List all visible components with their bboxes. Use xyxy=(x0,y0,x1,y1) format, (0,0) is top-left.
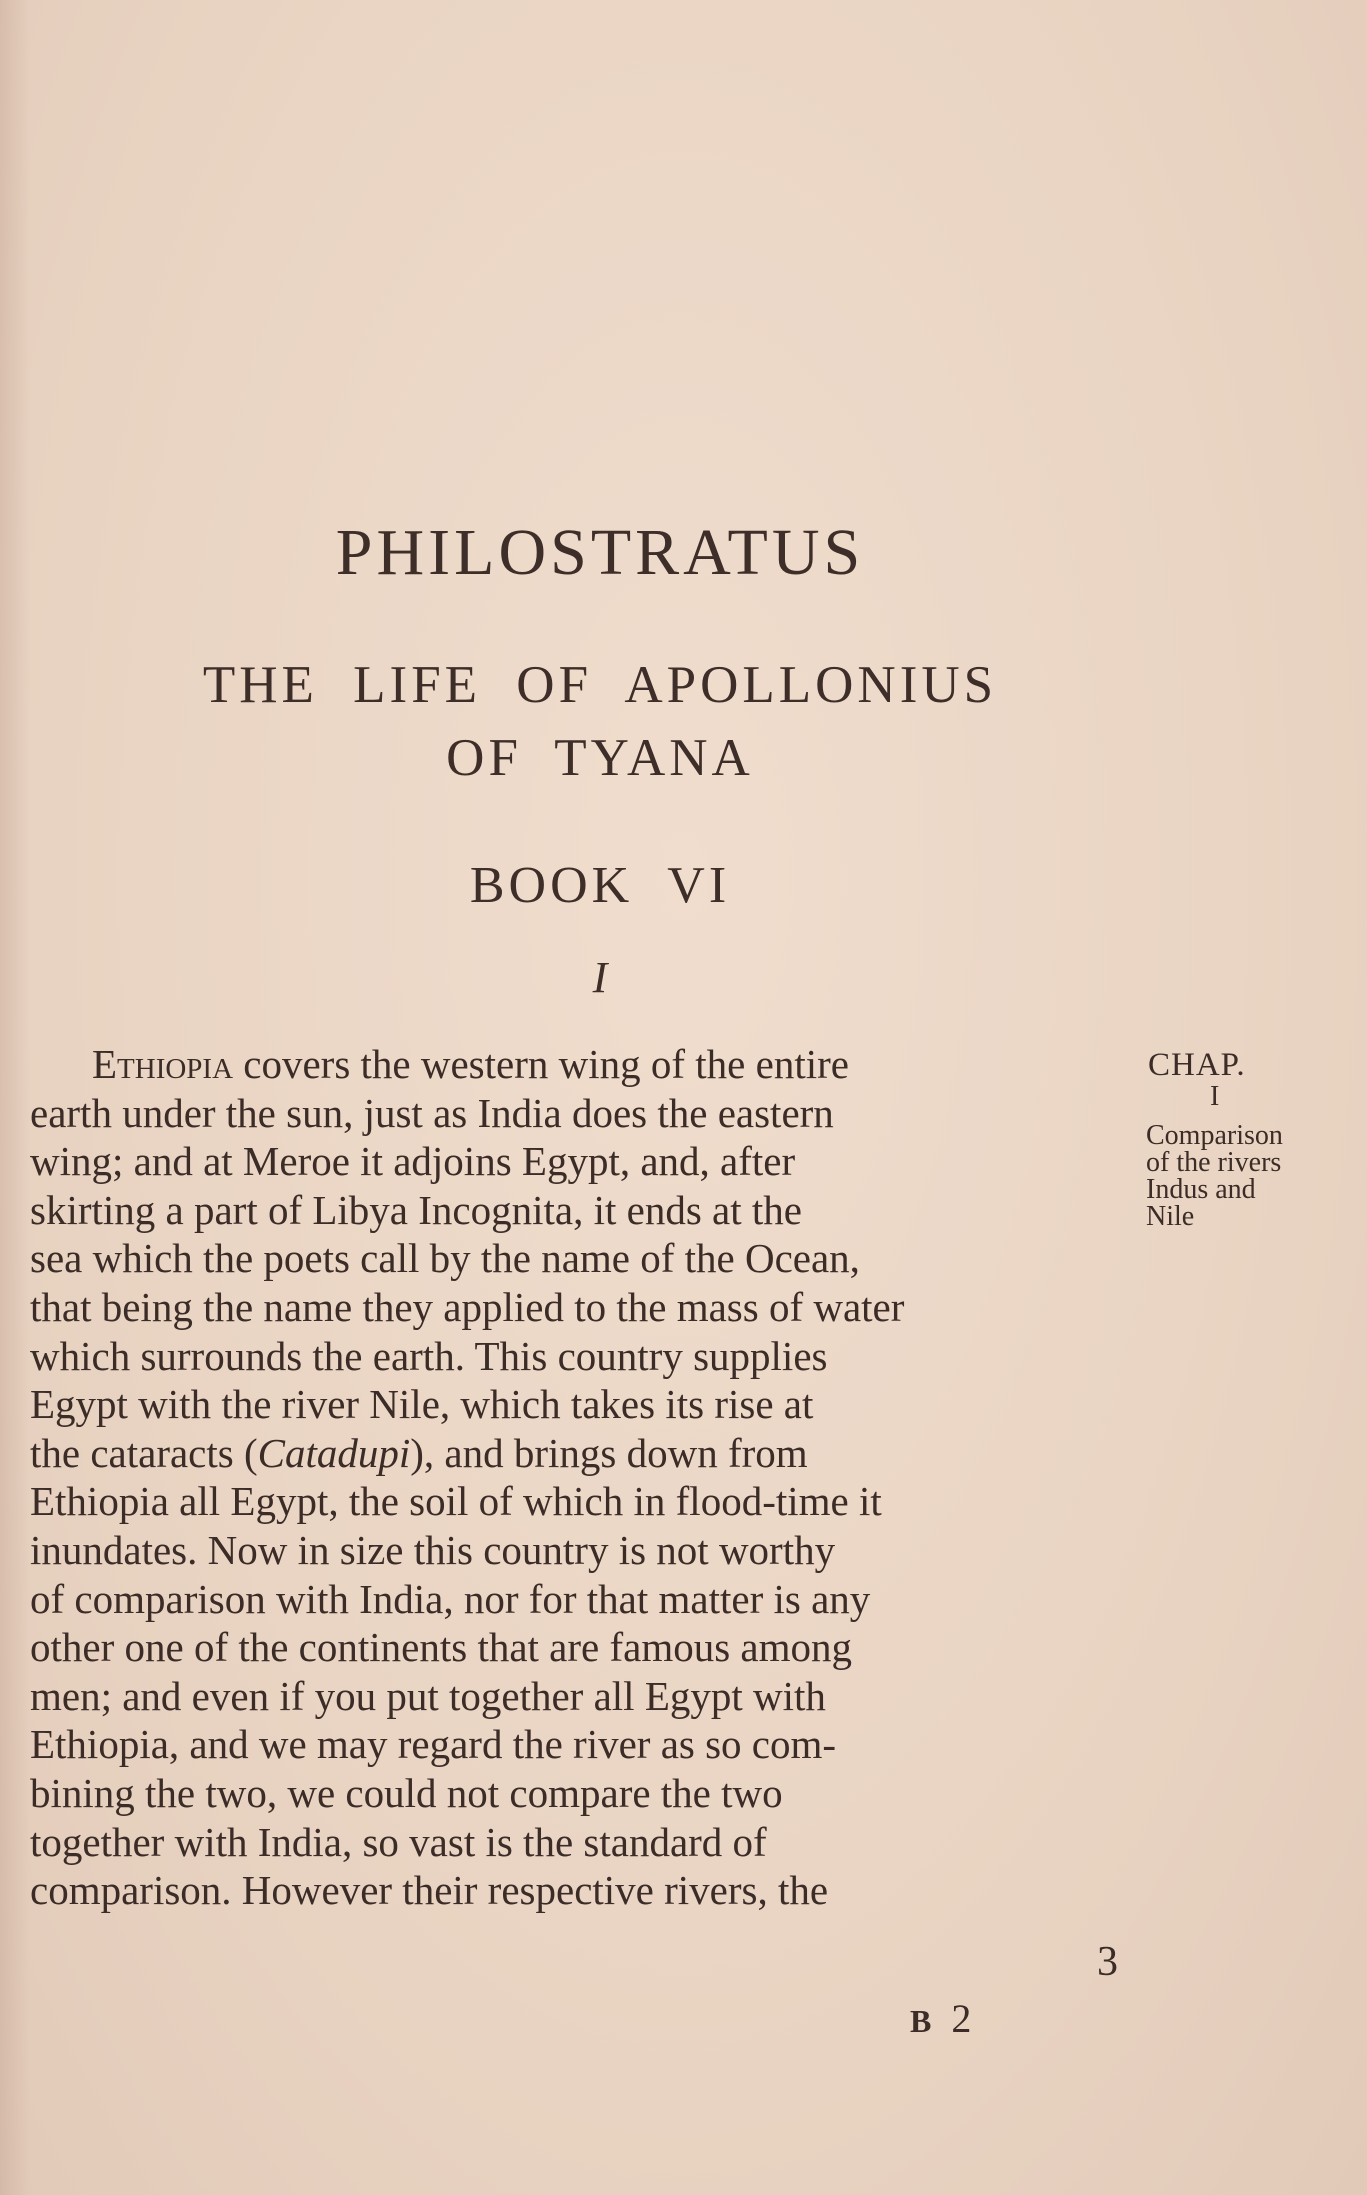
signature-number: 2 xyxy=(951,1996,972,2041)
text-line xyxy=(30,1575,1130,1624)
text-line xyxy=(30,1332,1130,1381)
text-line-content: which surrounds the earth. This country supplies xyxy=(30,1332,828,1379)
text-line xyxy=(30,1380,1130,1429)
text-line-content: skirting a part of Libya Incognita, it ends at the xyxy=(30,1186,802,1233)
chapter-number: I xyxy=(592,953,608,1002)
printer-signature xyxy=(910,1995,971,2042)
margin-chap-label: CHAP. xyxy=(1148,1047,1246,1083)
text-line-content: Ethiopia, and we may regard the river as so com- xyxy=(30,1721,837,1768)
italic-term: Catadupi xyxy=(257,1429,411,1476)
text-line-content: bining the two, we could not compare the two xyxy=(30,1769,783,1816)
title-line-1: THE LIFE OF APOLLONIUS xyxy=(202,656,998,714)
text-line xyxy=(30,1720,1130,1769)
text-line xyxy=(30,1526,1130,1575)
text-line-content: other one of the continents that are famous among xyxy=(30,1624,853,1671)
margin-note-line: of the rivers xyxy=(1146,1147,1282,1178)
text-line-content: covers the western wing of the entire xyxy=(233,1041,849,1087)
text-line-content: sea which the poets call by the name of the Ocean, xyxy=(30,1235,860,1282)
text-line xyxy=(30,1089,1130,1138)
text-line xyxy=(30,1186,1130,1235)
text-line-content: earth under the sun, just as India does the eastern xyxy=(30,1089,834,1136)
text-line-content: comparison. However their respective rivers, the xyxy=(30,1867,829,1914)
book-heading: BOOK VI xyxy=(469,857,731,914)
text-line xyxy=(30,1429,1130,1478)
text-line-content: Ethiopia all Egypt, the soil of which in flood-time it xyxy=(30,1478,882,1525)
text-line xyxy=(30,1137,1130,1186)
text-line-content: that being the name they applied to the mass of water xyxy=(30,1283,905,1330)
margin-note-line: Nile xyxy=(1146,1201,1195,1232)
text-line xyxy=(30,1040,1130,1089)
text-line-content: of comparison with India, nor for that matter is any xyxy=(30,1575,871,1622)
body-text xyxy=(30,1040,1130,1915)
signature-letter: B xyxy=(910,2003,932,2039)
text-line xyxy=(30,1623,1130,1672)
margin-chap-number: I xyxy=(1210,1081,1220,1112)
spine-shadow xyxy=(0,0,30,2195)
text-line-content: Egypt with the river Nile, which takes its rise at xyxy=(30,1381,814,1428)
author-heading: PHILOSTRATUS xyxy=(335,516,865,589)
text-line xyxy=(30,1866,1130,1915)
text-line xyxy=(30,1818,1130,1867)
text-line xyxy=(30,1477,1130,1526)
text-line xyxy=(30,1234,1130,1283)
margin-note-line: Indus and xyxy=(1146,1174,1256,1205)
margin-note-line: Comparison xyxy=(1146,1120,1283,1151)
first-word: Ethiopia xyxy=(92,1041,234,1087)
text-line-content: together with India, so vast is the standard of xyxy=(30,1818,767,1865)
text-line-content: men; and even if you put together all Egypt with xyxy=(30,1672,826,1719)
text-line-content: the cataracts ( xyxy=(30,1429,258,1476)
text-line xyxy=(30,1283,1130,1332)
text-line-content: inundates. Now in size this country is not worthy xyxy=(30,1526,836,1573)
text-line-content: wing; and at Meroe it adjoins Egypt, and, after xyxy=(30,1138,796,1185)
title-line-2: OF TYANA xyxy=(446,729,754,787)
margin-note xyxy=(1146,1122,1283,1230)
text-line xyxy=(30,1769,1130,1818)
text-line xyxy=(30,1672,1130,1721)
text-line-content: ), and brings down from xyxy=(410,1429,808,1476)
page-number: 3 xyxy=(1097,1939,1118,1985)
